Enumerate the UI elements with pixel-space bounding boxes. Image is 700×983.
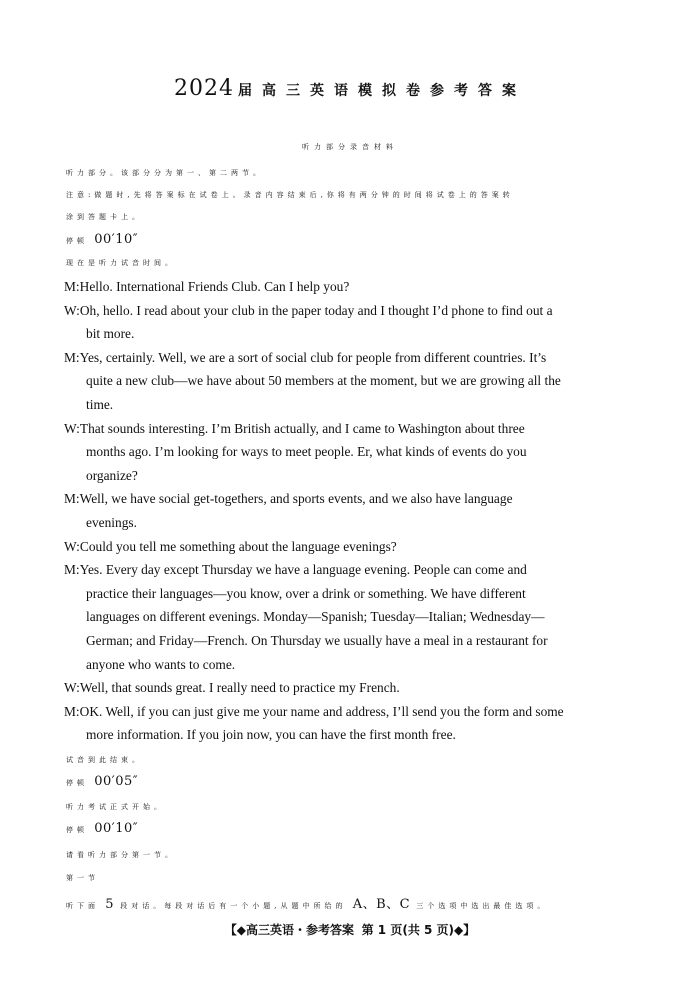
dialogue-line: languages on different evenings. Monday—Spanish; Tuesday—Italian; Wednesday— bbox=[86, 609, 545, 625]
speaker: M bbox=[64, 703, 76, 719]
speaker: W bbox=[64, 420, 77, 436]
dialogue-line: practice their languages—you know, over a drink or something. We have different bbox=[86, 585, 526, 601]
dialogue-turn: M:Yes, certainly. Well, we are a sort of social club for people from different countries. It’s quite a new club—we have about 50 members at the moment, but we are growing all the time. bbox=[64, 346, 634, 417]
dialogue-line: OK. Well, if you can just give me your name and address, I’ll send you the form and some bbox=[79, 703, 564, 719]
speaker: M bbox=[64, 349, 76, 365]
dialogue-turn: W:Could you tell me something about the language evenings? bbox=[64, 538, 397, 554]
speaker: W bbox=[64, 302, 77, 318]
instruction-middle: 段对话。每段对话后有一个小题,从题中所给的 bbox=[120, 902, 347, 910]
dialogue-line: time. bbox=[86, 396, 114, 412]
dialogue-turn: M:Yes. Every day except Thursday we have a language evening. People can come and practice their languages—you know, over a drink or something. We have different languages on different evenings. Monday—Spanish; Tuesday—Italian; Wednesday— German; and Friday—French. On Thursday we usually have a meal in a restaurant for anyone who wants to come. bbox=[64, 558, 634, 676]
section-prompt: 请看听力部分第一节。 bbox=[66, 851, 176, 859]
dialogue-line: anyone who wants to come. bbox=[86, 656, 236, 672]
dialogue-turn: M:Well, we have social get-togethers, and sports events, and we also have language evenings. bbox=[64, 487, 634, 534]
pause-3 bbox=[66, 821, 138, 836]
page-footer bbox=[0, 921, 700, 938]
pause-1 bbox=[66, 232, 138, 247]
instruction-prefix: 听下面 bbox=[66, 902, 99, 910]
dialogue-line: organize? bbox=[86, 467, 138, 483]
dialogue-line: German; and Friday—French. On Thursday we usually have a meal in a restaurant for bbox=[86, 632, 548, 648]
pause-time: 00′10″ bbox=[94, 821, 139, 836]
intro-line-1: 听力部分。该部分分为第一、第二两节。 bbox=[66, 169, 264, 177]
footer-text: 【◆高三英语・参考答案 bbox=[224, 923, 354, 937]
dialogue-line: Well, we have social get-togethers, and sports events, and we also have language bbox=[79, 491, 513, 507]
speaker: W bbox=[64, 538, 77, 554]
section-subtitle: 听力部分录音材料 bbox=[302, 143, 398, 151]
pause-time: 00′05″ bbox=[94, 774, 139, 789]
instruction-count: 5 bbox=[105, 897, 115, 912]
dialogue-turn: W:Well, that sounds great. I really need to practice my French. bbox=[64, 680, 400, 696]
pause-2 bbox=[66, 774, 138, 789]
speaker: M bbox=[64, 491, 76, 507]
pause-time: 00′10″ bbox=[94, 232, 139, 247]
dialogue-line: months ago. I’m looking for ways to meet people. Er, what kinds of events do you bbox=[86, 444, 527, 460]
pause-label: 停顿 bbox=[66, 237, 88, 245]
intro-line-2: 注意:做题时,先将答案标在试卷上。录音内容结束后,你将有两分钟的时间将试卷上的答案转 bbox=[66, 191, 514, 199]
speaker: W bbox=[64, 680, 77, 696]
footer-page: 第 1 页(共 5 页)◆】 bbox=[361, 923, 476, 937]
test-end: 试音到此结束。 bbox=[66, 756, 143, 764]
exam-start: 听力考试正式开始。 bbox=[66, 803, 165, 811]
instruction-options: A、B、C bbox=[352, 897, 411, 912]
dialogue-transcript bbox=[64, 275, 634, 747]
test-intro: 现在是听力试音时间。 bbox=[66, 259, 176, 267]
dialogue-line: Yes. Every day except Thursday we have a language evening. People can come and bbox=[79, 562, 527, 578]
dialogue-turn: W:That sounds interesting. I’m British actually, and I came to Washington about three months ago. I’m looking for ways to meet people. Er, what kinds of events do you organize? bbox=[64, 417, 634, 488]
dialogue-line: bit more. bbox=[86, 326, 135, 342]
dialogue-turn: W:Oh, hello. I read about your club in the paper today and I thought I’d phone to find out a bit more. bbox=[64, 299, 634, 346]
title-year: 2024 bbox=[174, 76, 234, 101]
page-title bbox=[0, 76, 700, 101]
dialogue-line: Could you tell me something about the language evenings? bbox=[79, 538, 397, 554]
pause-label: 停顿 bbox=[66, 826, 88, 834]
dialogue-line: quite a new club—we have about 50 members at the moment, but we are growing all the bbox=[86, 373, 561, 389]
dialogue-line: Oh, hello. I read about your club in the paper today and I thought I’d phone to find out a bbox=[79, 302, 553, 318]
dialogue-turn: M:OK. Well, if you can just give me your name and address, I’ll send you the form and some more information. If you join now, you can have the first month free. bbox=[64, 700, 634, 747]
dialogue-line: That sounds interesting. I’m British actually, and I came to Washington about three bbox=[79, 420, 525, 436]
dialogue-line: Yes, certainly. Well, we are a sort of social club for people from different countries. It’s bbox=[79, 349, 547, 365]
dialogue-line: Well, that sounds great. I really need to practice my French. bbox=[79, 680, 400, 696]
speaker: M bbox=[64, 279, 76, 294]
dialogue-turn: M:Hello. International Friends Club. Can I help you? bbox=[64, 279, 350, 294]
dialogue-line: Hello. International Friends Club. Can I help you? bbox=[79, 279, 350, 294]
title-text: 届高三英语模拟卷参考答案 bbox=[238, 83, 526, 99]
dialogue-line: evenings. bbox=[86, 514, 137, 530]
speaker: M bbox=[64, 562, 76, 578]
section-1-heading: 第一节 bbox=[66, 874, 99, 882]
intro-line-3: 涂到答题卡上。 bbox=[66, 213, 143, 221]
pause-label: 停顿 bbox=[66, 779, 88, 787]
instruction-suffix: 三个选项中选出最佳选项。 bbox=[416, 902, 549, 910]
dialogue-line: more information. If you join now, you can have the first month free. bbox=[86, 727, 456, 743]
instruction bbox=[66, 893, 548, 912]
